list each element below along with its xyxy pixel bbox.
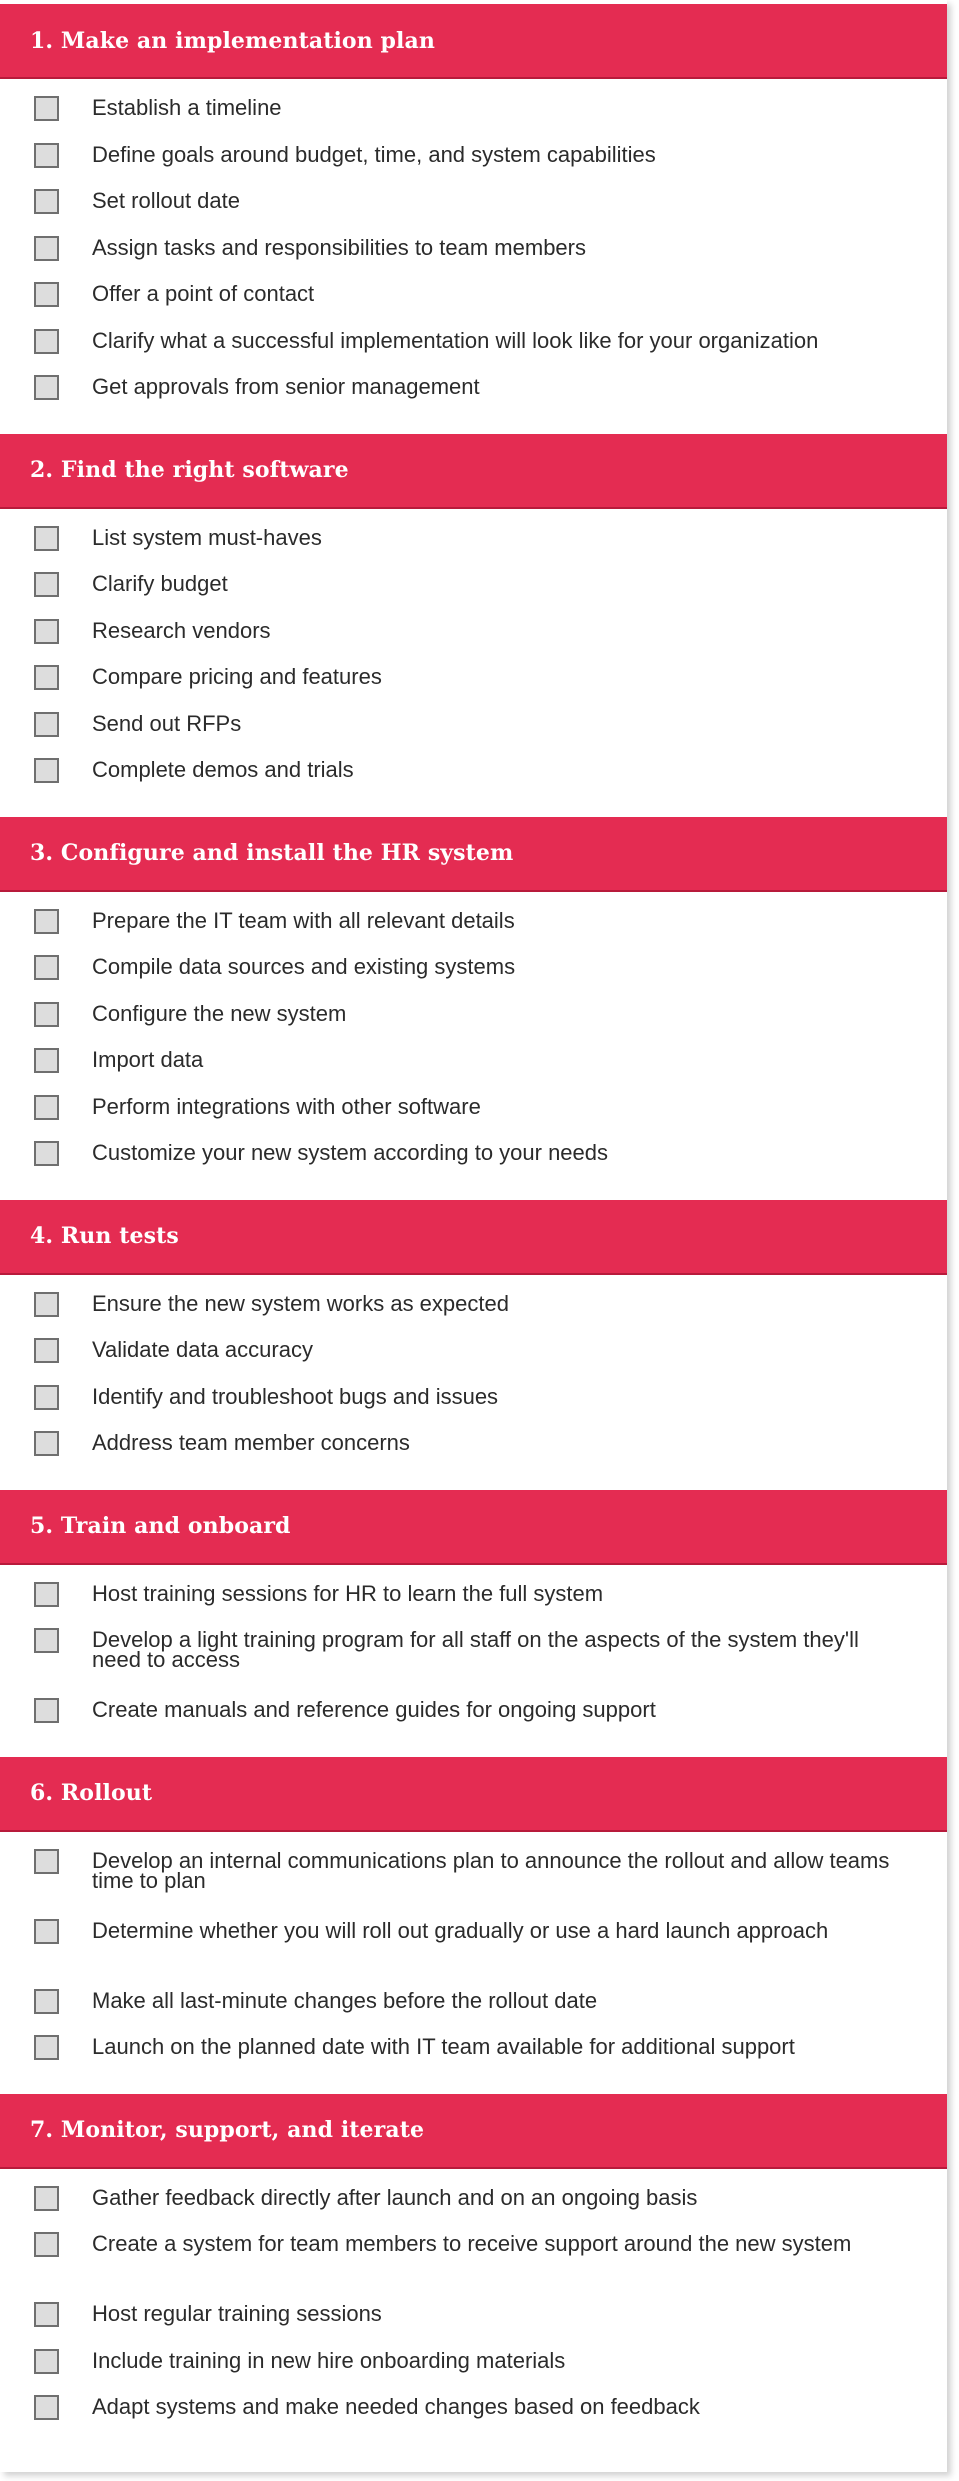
checklist-item[interactable] (0, 2184, 947, 2231)
checkbox[interactable] (34, 189, 59, 214)
checkbox[interactable] (34, 1698, 59, 1723)
checklist-item-label: Complete demos and trials (92, 757, 354, 782)
checklist-items (0, 1275, 947, 1486)
checklist-item[interactable] (0, 1917, 947, 1987)
checklist-item[interactable] (0, 2033, 947, 2080)
checkbox[interactable] (34, 712, 59, 737)
checklist-item-label: Customize your new system according to your needs (92, 1140, 609, 1165)
checkbox[interactable] (34, 1628, 59, 1653)
checklist-item[interactable] (0, 907, 947, 954)
checklist-item[interactable] (0, 1580, 947, 1627)
checkbox[interactable] (34, 1002, 59, 1027)
checklist-item-label: Configure the new system (92, 1000, 347, 1026)
checklist-item[interactable] (0, 2393, 947, 2440)
checklist-items (0, 509, 947, 813)
checkbox[interactable] (34, 2035, 59, 2060)
checklist-item[interactable] (0, 1987, 947, 2034)
checklist-item-label: Get approvals from senior management (92, 374, 480, 399)
checkbox[interactable] (34, 1919, 59, 1944)
checklist-item[interactable] (0, 187, 947, 234)
checklist-item[interactable] (0, 327, 947, 374)
checklist-items (0, 2169, 947, 2450)
section-header: 4. Run tests (0, 1200, 947, 1275)
checklist-item[interactable] (0, 2300, 947, 2347)
checklist-item-label: Gather feedback directly after launch and on an ongoing basis (92, 2184, 698, 2210)
checkbox[interactable] (34, 2186, 59, 2211)
checklist-item-label: Validate data accuracy (92, 1337, 313, 1362)
checkbox[interactable] (34, 572, 59, 597)
checkbox[interactable] (34, 758, 59, 783)
checklist-item[interactable] (0, 1847, 947, 1917)
checkbox[interactable] (34, 619, 59, 644)
checklist-item-label: Define goals around budget, time, and system capabilities (92, 141, 656, 167)
checklist-item-label: Identify and troubleshoot bugs and issues (92, 1383, 499, 1409)
checklist-item-label: Make all last-minute changes before the rollout date (92, 1987, 598, 2013)
checkbox[interactable] (34, 1385, 59, 1410)
checklist-item[interactable] (0, 1000, 947, 1047)
checklist-item[interactable] (0, 524, 947, 571)
checklist-item-label: Establish a timeline (92, 95, 282, 120)
checklist-item[interactable] (0, 1290, 947, 1337)
checkbox[interactable] (34, 955, 59, 980)
checkbox[interactable] (34, 1582, 59, 1607)
checklist-item-label: Ensure the new system works as expected (92, 1290, 509, 1316)
checklist-item-label: Include training in new hire onboarding materials (92, 2347, 566, 2373)
checklist-item[interactable] (0, 756, 947, 803)
checkbox[interactable] (34, 1989, 59, 2014)
checklist-item[interactable] (0, 1383, 947, 1430)
section-run-tests (0, 1196, 947, 1486)
checkbox[interactable] (34, 2302, 59, 2327)
checklist-item-label: Determine whether you will roll out gradually or use a hard launch approach (92, 1917, 829, 1943)
checklist-item[interactable] (0, 2347, 947, 2394)
checkbox[interactable] (34, 1292, 59, 1317)
section-header: 3. Configure and install the HR system (0, 817, 947, 892)
checkbox[interactable] (34, 375, 59, 400)
checklist-item[interactable] (0, 94, 947, 141)
section-header: 7. Monitor, support, and iterate (0, 2094, 947, 2169)
section-train-onboard (0, 1486, 947, 1753)
section-header: 2. Find the right software (0, 434, 947, 509)
checklist-item[interactable] (0, 1046, 947, 1093)
section-monitor-support (0, 2090, 947, 2450)
checklist-item[interactable] (0, 710, 947, 757)
checklist-item[interactable] (0, 663, 947, 710)
checklist-item-label: Develop a light training program for all staff on the aspects of the system they'll need to access (92, 1627, 859, 1672)
checklist-item[interactable] (0, 280, 947, 327)
checkbox[interactable] (34, 1095, 59, 1120)
checklist-item[interactable] (0, 1626, 947, 1696)
checkbox[interactable] (34, 329, 59, 354)
checklist-item-label: Develop an internal communications plan to announce the rollout and allow teams time to plan (92, 1847, 890, 1893)
checklist-items (0, 1565, 947, 1753)
checklist-item-label: Research vendors (92, 617, 271, 643)
checkbox[interactable] (34, 1431, 59, 1456)
checklist-item[interactable] (0, 2230, 947, 2300)
section-configure-install (0, 813, 947, 1196)
checklist-item-label: Import data (92, 1047, 204, 1072)
checklist-item-label: Send out RFPs (92, 710, 242, 736)
checkbox[interactable] (34, 1849, 59, 1874)
checkbox[interactable] (34, 665, 59, 690)
section-header: 5. Train and onboard (0, 1490, 947, 1565)
checklist-item-label: Assign tasks and responsibilities to team members (92, 234, 586, 260)
checklist-item[interactable] (0, 373, 947, 420)
checklist-item[interactable] (0, 1429, 947, 1476)
checkbox[interactable] (34, 96, 59, 121)
checkbox[interactable] (34, 1338, 59, 1363)
checkbox[interactable] (34, 1048, 59, 1073)
checkbox[interactable] (34, 2395, 59, 2420)
checklist-item-label: Clarify budget (92, 571, 228, 596)
checkbox[interactable] (34, 526, 59, 551)
checklist-items (0, 892, 947, 1196)
checkbox[interactable] (34, 2232, 59, 2257)
checklist-item-label: Host regular training sessions (92, 2301, 382, 2326)
checkbox[interactable] (34, 1141, 59, 1166)
checklist-item[interactable] (0, 1093, 947, 1140)
checkbox[interactable] (34, 143, 59, 168)
checklist-items (0, 79, 947, 430)
checklist-item[interactable] (0, 1139, 947, 1186)
checklist-item-label: List system must-haves (92, 524, 322, 550)
checklist-item-label: Perform integrations with other software (92, 1093, 481, 1119)
checklist-item[interactable] (0, 617, 947, 664)
checklist-item-label: Set rollout date (92, 188, 240, 213)
checklist-item-label: Offer a point of contact (92, 281, 315, 306)
checklist-item-label: Compare pricing and features (92, 664, 382, 689)
section-find-software (0, 430, 947, 813)
checklist-item[interactable] (0, 234, 947, 281)
checkbox[interactable] (34, 236, 59, 261)
checkbox[interactable] (34, 282, 59, 307)
checkbox[interactable] (34, 2349, 59, 2374)
section-header: 1. Make an implementation plan (0, 4, 947, 79)
section-header: 6. Rollout (0, 1757, 947, 1832)
checklist-item-label: Compile data sources and existing systems (92, 954, 516, 979)
section-implementation-plan (0, 0, 947, 430)
checklist-item[interactable] (0, 1336, 947, 1383)
checklist-item[interactable] (0, 953, 947, 1000)
checklist-item[interactable] (0, 141, 947, 188)
checklist-items (0, 1832, 947, 2090)
checklist-item-label: Prepare the IT team with all relevant details (92, 907, 515, 933)
section-rollout (0, 1753, 947, 2090)
checklist-item[interactable] (0, 570, 947, 617)
checklist-item[interactable] (0, 1696, 947, 1743)
checklist-item-label: Address team member concerns (92, 1430, 410, 1455)
checklist-item-label: Host training sessions for HR to learn the full system (92, 1580, 604, 1606)
checklist-item-label: Create a system for team members to receive support around the new system (92, 2231, 852, 2256)
checklist-item-label: Adapt systems and make needed changes based on feedback (92, 2394, 700, 2419)
checklist-item-label: Clarify what a successful implementation will look like for your organization (92, 327, 819, 353)
checkbox[interactable] (34, 909, 59, 934)
checklist-item-label: Launch on the planned date with IT team available for additional support (92, 2034, 795, 2059)
checklist-item-label: Create manuals and reference guides for ongoing support (92, 1697, 656, 1722)
